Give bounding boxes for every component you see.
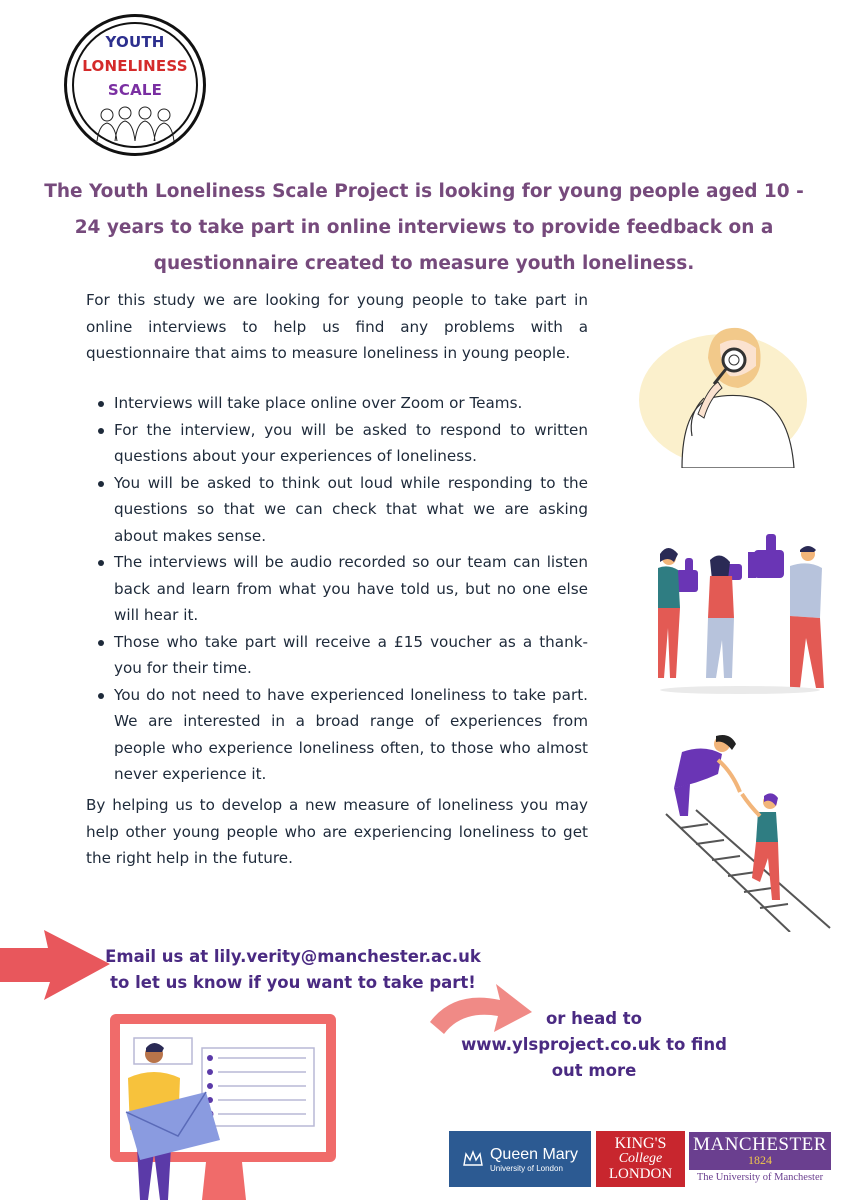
email-monitor-illustration — [106, 1012, 342, 1200]
intro-paragraph: For this study we are looking for young people to take part in online interviews to help us find any problems with a questionnaire that aims to measure loneliness in young people. — [86, 291, 588, 362]
arrow-right-icon — [0, 926, 112, 1006]
qm-name: Queen Mary — [489, 1145, 579, 1163]
thumbs-up-group-illustration — [640, 528, 840, 698]
list-item: The interviews will be audio recorded so our team can listen back and learn from what you have told us, but no one else will hear it. — [94, 549, 588, 629]
web-cta-line-2[interactable]: www.ylsproject.co.uk to find — [461, 1035, 727, 1054]
kcl-line-2: College — [618, 1151, 663, 1166]
details-list — [94, 390, 588, 788]
list-item: You will be asked to think out loud while responding to the questions so that we can check that what we are asking about makes sense. — [94, 470, 588, 550]
list-item: For the interview, you will be asked to respond to written questions about your experiences of loneliness. — [94, 417, 588, 470]
list-item: You do not need to have experienced loneliness to take part. We are interested in a broad range of experiences from people who experience loneliness often, to those who almost never experience it. — [94, 682, 588, 788]
kings-college-london-logo — [596, 1131, 685, 1187]
email-cta-line-1[interactable]: Email us at lily.verity@manchester.ac.uk — [105, 947, 481, 966]
list-item: Those who take part will receive a £15 voucher as a thank-you for their time. — [94, 629, 588, 682]
kcl-line-1: KING'S — [614, 1135, 667, 1152]
youth-loneliness-scale-logo — [64, 14, 206, 156]
logo-line-loneliness: LONELINESS — [82, 57, 188, 75]
web-cta-line-3: out more — [551, 1061, 637, 1080]
headline: The Youth Loneliness Scale Project is looking for young people aged 10 - 24 years to take part in online interviews to provide feedback on a questionnaire created to measure youth loneliness. — [44, 181, 804, 274]
logo-people-sketch — [93, 103, 179, 143]
email-cta-line-2: to let us know if you want to take part! — [110, 973, 476, 992]
university-of-manchester-logo — [689, 1131, 831, 1187]
logo-line-youth: YOUTH — [105, 33, 165, 51]
manchester-name: MANCHESTER — [693, 1134, 827, 1155]
manchester-year: 1824 — [748, 1153, 772, 1167]
qm-subtitle: University of London — [489, 1163, 563, 1173]
manchester-subtitle: The University of Manchester — [696, 1172, 824, 1183]
website-call-to-action — [452, 1006, 736, 1084]
list-item: Interviews will take place online over Zoom or Teams. — [94, 390, 588, 417]
logo-line-scale: SCALE — [107, 81, 163, 99]
closing-paragraph: By helping us to develop a new measure of loneliness you may help other young people who are experiencing loneliness to get the right help in the future. — [86, 796, 588, 867]
crown-icon — [462, 1149, 484, 1169]
kcl-line-3: LONDON — [608, 1166, 673, 1182]
helping-hand-ladder-illustration — [660, 732, 832, 932]
queen-mary-logo — [449, 1131, 591, 1187]
web-cta-line-1: or head to — [545, 1009, 643, 1028]
magnifying-glass-person-illustration — [638, 318, 808, 468]
